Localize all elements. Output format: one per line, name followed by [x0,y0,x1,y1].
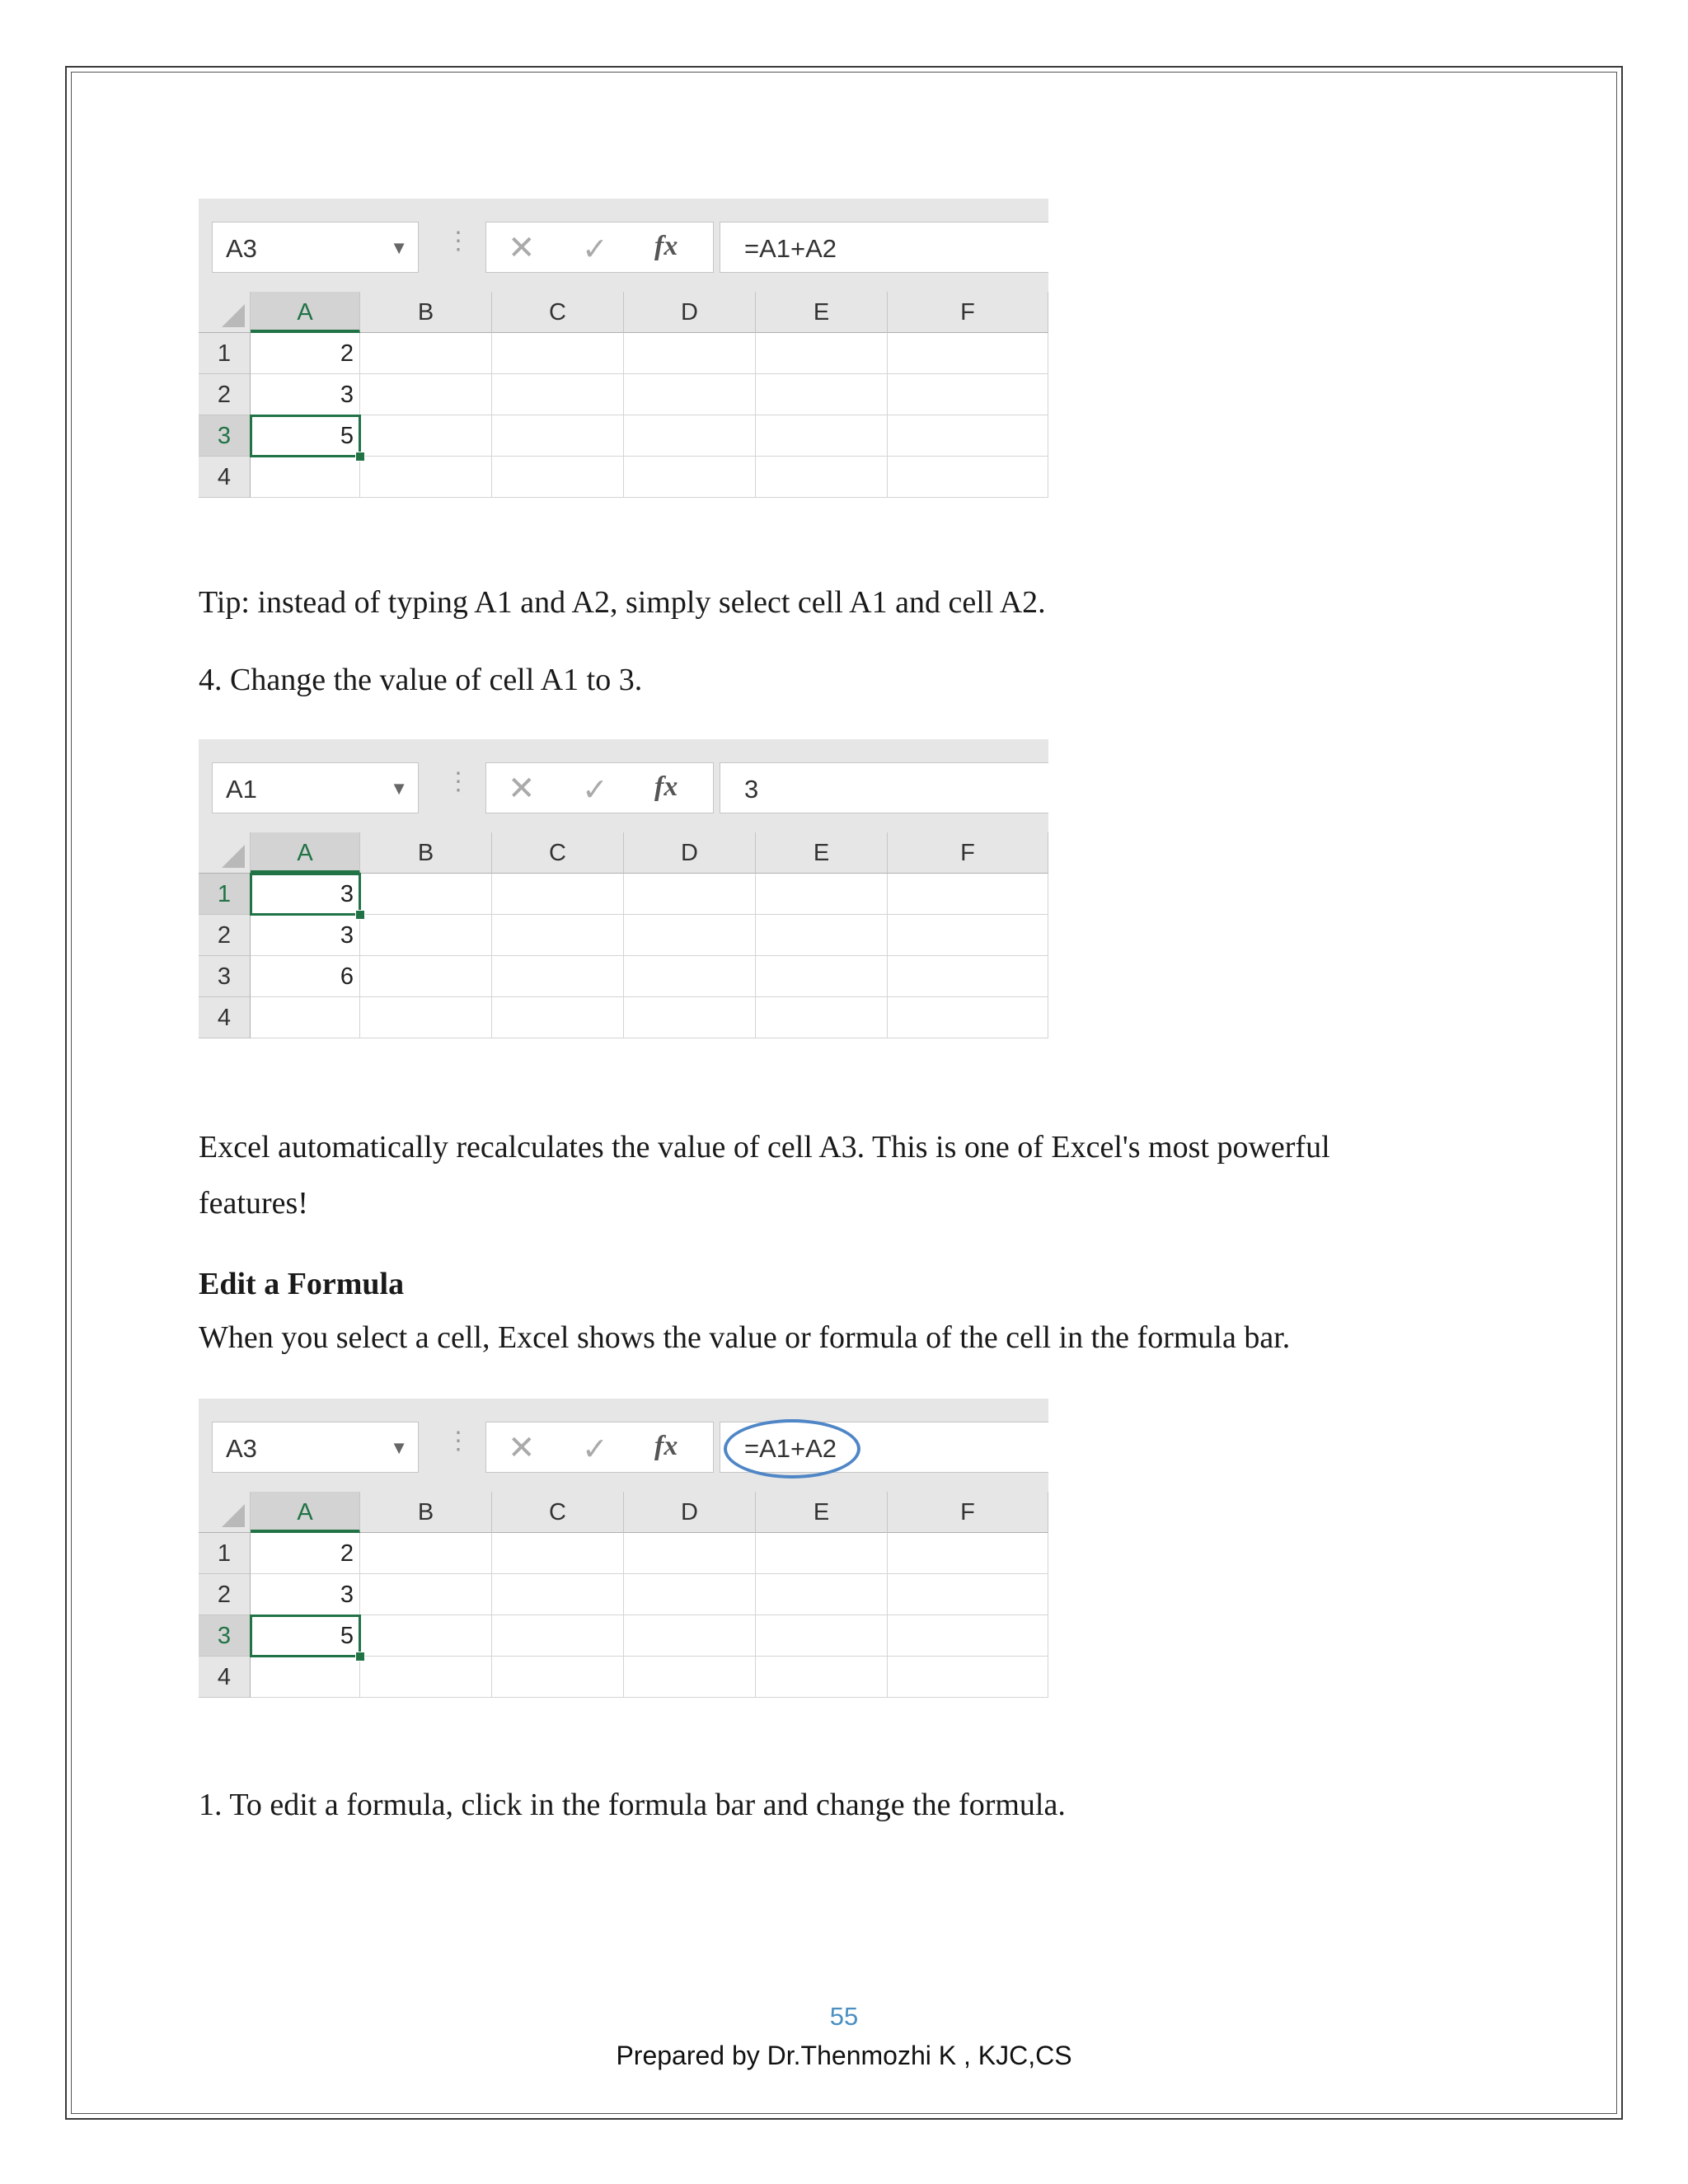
cell-c4[interactable] [492,997,624,1038]
cell-f3[interactable] [888,956,1048,997]
cell-f1[interactable] [888,333,1048,374]
cell-d4[interactable] [624,457,756,498]
cell-b4[interactable] [360,457,492,498]
column-header-d[interactable]: D [624,292,756,333]
cell-a2[interactable]: 3 [251,1574,360,1615]
select-all-icon [222,845,245,868]
cell-a3[interactable]: 5 [251,1615,360,1657]
cell-e4[interactable] [756,457,888,498]
cell-c4[interactable] [492,1657,624,1698]
cell-f2[interactable] [888,915,1048,956]
name-box-value: A3 [226,234,257,263]
cell-f1[interactable] [888,1533,1048,1574]
recalc-text-line-2: features! [199,1186,308,1221]
cell-c3[interactable] [492,956,624,997]
row-header-4[interactable]: 4 [199,997,251,1038]
excel-screenshot [199,199,1048,503]
formula-controls [485,222,714,273]
cell-a3[interactable]: 5 [251,415,360,457]
cell-e3[interactable] [756,956,888,997]
cell-b3[interactable] [360,1615,492,1657]
cell-e2[interactable] [756,1574,888,1615]
formula-controls [485,1422,714,1473]
cell-f2[interactable] [888,1574,1048,1615]
column-header-b[interactable]: B [360,1492,492,1533]
name-box[interactable] [212,762,419,813]
cell-a4[interactable] [251,997,360,1038]
step-4-text: 4. Change the value of cell A1 to 3. [199,663,643,697]
select-all-corner[interactable] [199,292,251,333]
cell-a2[interactable]: 3 [251,915,360,956]
cell-a4[interactable] [251,1657,360,1698]
cell-a1[interactable]: 3 [251,874,360,915]
cell-e1[interactable] [756,333,888,374]
excel-screenshot [199,739,1048,1043]
cell-e2[interactable] [756,915,888,956]
column-header-d[interactable]: D [624,832,756,874]
cell-d1[interactable] [624,333,756,374]
column-header-b[interactable]: B [360,292,492,333]
cancel-icon[interactable]: ✕ [508,230,536,266]
more-options-icon[interactable]: ⋮ [446,1427,471,1455]
row-header-2[interactable]: 2 [199,915,251,956]
cell-b1[interactable] [360,333,492,374]
row-header-3[interactable]: 3 [199,415,251,457]
cell-f3[interactable] [888,1615,1048,1657]
cell-d3[interactable] [624,415,756,457]
cell-b2[interactable] [360,374,492,415]
footer-credit: Prepared by Dr.Thenmozhi K , KJC,CS [616,2041,1072,2070]
column-header-e[interactable]: E [756,832,888,874]
insert-function-icon[interactable]: fx [654,231,678,261]
cell-a2[interactable]: 3 [251,374,360,415]
enter-icon[interactable]: ✓ [582,232,608,267]
tip-text: Tip: instead of typing A1 and A2, simply select cell A1 and cell A2. [199,585,1046,620]
cell-e1[interactable] [756,874,888,915]
column-header-a[interactable]: A [251,832,360,874]
row-header-1[interactable]: 1 [199,333,251,374]
spreadsheet-grid [199,1492,1048,1703]
column-header-a[interactable]: A [251,292,360,333]
name-box[interactable] [212,222,419,273]
more-options-icon[interactable]: ⋮ [446,768,471,795]
cell-f4[interactable] [888,457,1048,498]
cell-b1[interactable] [360,874,492,915]
cell-c4[interactable] [492,457,624,498]
cell-d3[interactable] [624,956,756,997]
column-header-f[interactable]: F [888,832,1048,874]
cell-e4[interactable] [756,997,888,1038]
cell-c3[interactable] [492,1615,624,1657]
cell-b2[interactable] [360,1574,492,1615]
insert-function-icon[interactable]: fx [654,771,678,802]
cancel-icon[interactable]: ✕ [508,771,536,807]
cell-f2[interactable] [888,374,1048,415]
cell-e1[interactable] [756,1533,888,1574]
spreadsheet-grid [199,832,1048,1043]
cancel-icon[interactable]: ✕ [508,1430,536,1466]
edit-formula-heading: Edit a Formula [199,1267,405,1301]
cell-e3[interactable] [756,1615,888,1657]
column-header-d[interactable]: D [624,1492,756,1533]
chevron-down-icon[interactable]: ▼ [390,237,408,258]
row-header-2[interactable]: 2 [199,1574,251,1615]
cell-f4[interactable] [888,997,1048,1038]
cell-c3[interactable] [492,415,624,457]
column-header-e[interactable]: E [756,292,888,333]
fill-handle[interactable] [355,1652,365,1661]
row-header-4[interactable]: 4 [199,457,251,498]
cell-b3[interactable] [360,956,492,997]
formula-bar-value: 3 [744,775,759,804]
formula-highlight-circle [724,1419,860,1479]
cell-d1[interactable] [624,874,756,915]
cell-b4[interactable] [360,1657,492,1698]
cell-a4[interactable] [251,457,360,498]
name-box-value: A1 [226,775,257,804]
cell-d4[interactable] [624,1657,756,1698]
cell-e2[interactable] [756,374,888,415]
column-header-c[interactable]: C [492,292,624,333]
formula-bar-value: =A1+A2 [744,234,837,263]
cell-a1[interactable]: 2 [251,333,360,374]
row-header-4[interactable]: 4 [199,1657,251,1698]
name-box-value: A3 [226,1434,257,1463]
fill-handle[interactable] [355,910,365,920]
row-header-1[interactable]: 1 [199,874,251,915]
column-header-b[interactable]: B [360,832,492,874]
cell-c2[interactable] [492,915,624,956]
fill-handle[interactable] [355,452,365,462]
edit-step-1-text: 1. To edit a formula, click in the formula bar and change the formula. [199,1788,1066,1822]
edit-formula-description: When you select a cell, Excel shows the value or formula of the cell in the formula bar. [199,1320,1291,1355]
column-header-c[interactable]: C [492,1492,624,1533]
cell-b2[interactable] [360,915,492,956]
cell-e3[interactable] [756,415,888,457]
cell-c2[interactable] [492,374,624,415]
select-all-corner[interactable] [199,1492,251,1533]
more-options-icon[interactable]: ⋮ [446,227,471,255]
formula-bar-input[interactable] [720,1422,1048,1473]
column-header-a[interactable]: A [251,1492,360,1533]
cell-d4[interactable] [624,997,756,1038]
column-header-c[interactable]: C [492,832,624,874]
formula-controls [485,762,714,813]
chevron-down-icon[interactable]: ▼ [390,778,408,799]
cell-b4[interactable] [360,997,492,1038]
cell-d2[interactable] [624,915,756,956]
cell-f1[interactable] [888,874,1048,915]
cell-d2[interactable] [624,374,756,415]
insert-function-icon[interactable]: fx [654,1431,678,1461]
excel-screenshot [199,1399,1048,1703]
row-header-2[interactable]: 2 [199,374,251,415]
row-header-3[interactable]: 3 [199,1615,251,1657]
row-header-3[interactable]: 3 [199,956,251,997]
cell-b3[interactable] [360,415,492,457]
enter-icon[interactable]: ✓ [582,773,608,808]
cell-d2[interactable] [624,1574,756,1615]
formula-bar-input[interactable] [720,222,1048,273]
recalc-text-line-1: Excel automatically recalculates the value of cell A3. This is one of Excel's most powerful [199,1130,1330,1165]
cell-d1[interactable] [624,1533,756,1574]
cell-a1[interactable]: 2 [251,1533,360,1574]
cell-c2[interactable] [492,1574,624,1615]
column-header-e[interactable]: E [756,1492,888,1533]
name-box[interactable] [212,1422,419,1473]
cell-c1[interactable] [492,333,624,374]
row-header-1[interactable]: 1 [199,1533,251,1574]
spreadsheet-grid [199,292,1048,503]
formula-bar-value: =A1+A2 [744,1434,837,1463]
column-header-f[interactable]: F [888,1492,1048,1533]
select-all-icon [222,304,245,327]
enter-icon[interactable]: ✓ [582,1432,608,1467]
cell-a3[interactable]: 6 [251,956,360,997]
page-number: 55 [829,2002,859,2031]
cell-e4[interactable] [756,1657,888,1698]
chevron-down-icon[interactable]: ▼ [390,1437,408,1458]
cell-f4[interactable] [888,1657,1048,1698]
cell-f3[interactable] [888,415,1048,457]
select-all-icon [222,1504,245,1527]
cell-d3[interactable] [624,1615,756,1657]
cell-c1[interactable] [492,874,624,915]
select-all-corner[interactable] [199,832,251,874]
column-header-f[interactable]: F [888,292,1048,333]
formula-bar-input[interactable] [720,762,1048,813]
cell-b1[interactable] [360,1533,492,1574]
cell-c1[interactable] [492,1533,624,1574]
